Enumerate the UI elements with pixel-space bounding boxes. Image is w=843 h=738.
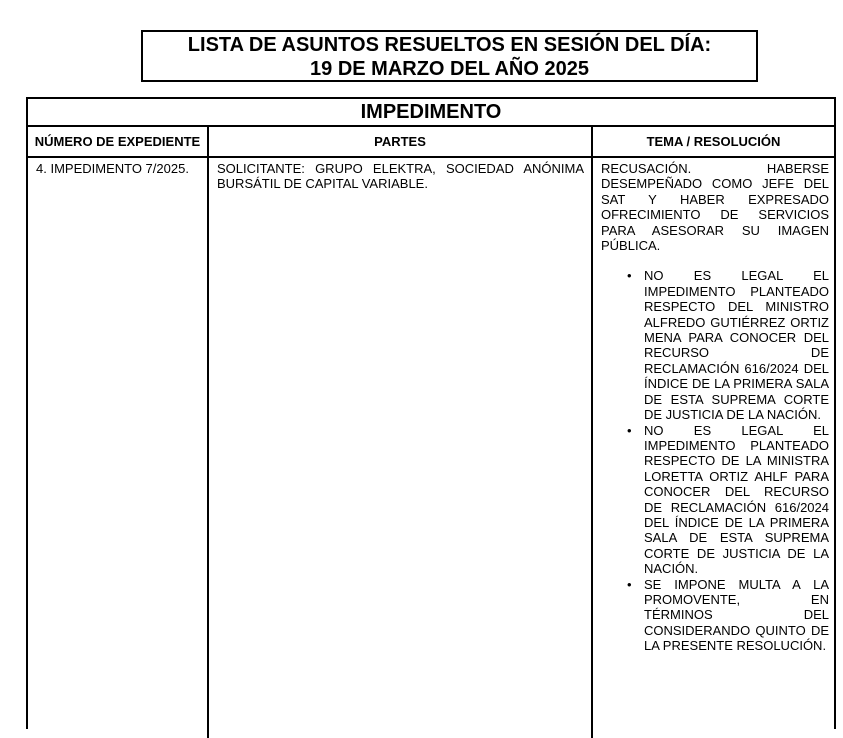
resolutivos-list [601, 268, 829, 653]
list-item [627, 422, 829, 577]
list-item [627, 268, 829, 423]
column-headers [28, 127, 834, 158]
column-header-tema: TEMA / RESOLUCIÓN [646, 133, 781, 149]
title-line-1: LISTA DE ASUNTOS RESUELTOS EN SESIÓN DEL DÍA: [187, 34, 712, 56]
section-title: IMPEDIMENTO [28, 99, 834, 127]
cell-expediente: 4. IMPEDIMENTO 7/2025. [28, 158, 209, 738]
resolutivo-text: NO ES LEGAL EL IMPEDIMENTO PLANTEADO RESPECTO DE LA MINISTRA LORETTA ORTIZ AHLF PARA CONOCER DEL RECURSO DE RECLAMACIÓN 616/2024 DEL ÍNDICE DE LA PRIMERA SALA DE ESTA SUPREMA CORTE DE JUSTICIA DE LA NACIÓN. [644, 422, 829, 577]
document-title [141, 30, 758, 82]
bullet-icon: • [627, 422, 632, 438]
resolutivo-text: NO ES LEGAL EL IMPEDIMENTO PLANTEADO RESPECTO DEL MINISTRO ALFREDO GUTIÉRREZ ORTIZ MENA PARA CONOCER DEL RECURSO DE RECLAMACIÓN 616/2024 DEL ÍNDICE DE LA PRIMERA SALA DE ESTA SUPREMA CORTE DE JUSTICIA DE LA NACIÓN. [644, 268, 829, 423]
column-header-expediente: NÚMERO DE EXPEDIENTE [28, 127, 209, 156]
resolutions-table [26, 97, 836, 729]
bullet-icon: • [627, 576, 632, 592]
list-item [627, 576, 829, 654]
bullet-icon: • [627, 268, 632, 284]
resolutivo-text: SE IMPONE MULTA A LA PROMOVENTE, EN TÉRMINOS DEL CONSIDERANDO QUINTO DE LA PRESENTE RESOLUCIÓN. [644, 576, 829, 654]
cell-tema [593, 158, 834, 738]
cell-partes: SOLICITANTE: GRUPO ELEKTRA, SOCIEDAD ANÓNIMA BURSÁTIL DE CAPITAL VARIABLE. [209, 158, 593, 738]
table-row [28, 158, 834, 738]
tema-intro: RECUSACIÓN. HABERSE DESEMPEÑADO COMO JEFE DEL SAT Y HABER EXPRESADO OFRECIMIENTO DE SERVICIOS PARA ASESORAR SU IMAGEN PÚBLICA. [601, 161, 829, 254]
title-line-2: 19 DE MARZO DEL AÑO 2025 [310, 58, 589, 80]
column-header-partes: PARTES [209, 127, 593, 156]
